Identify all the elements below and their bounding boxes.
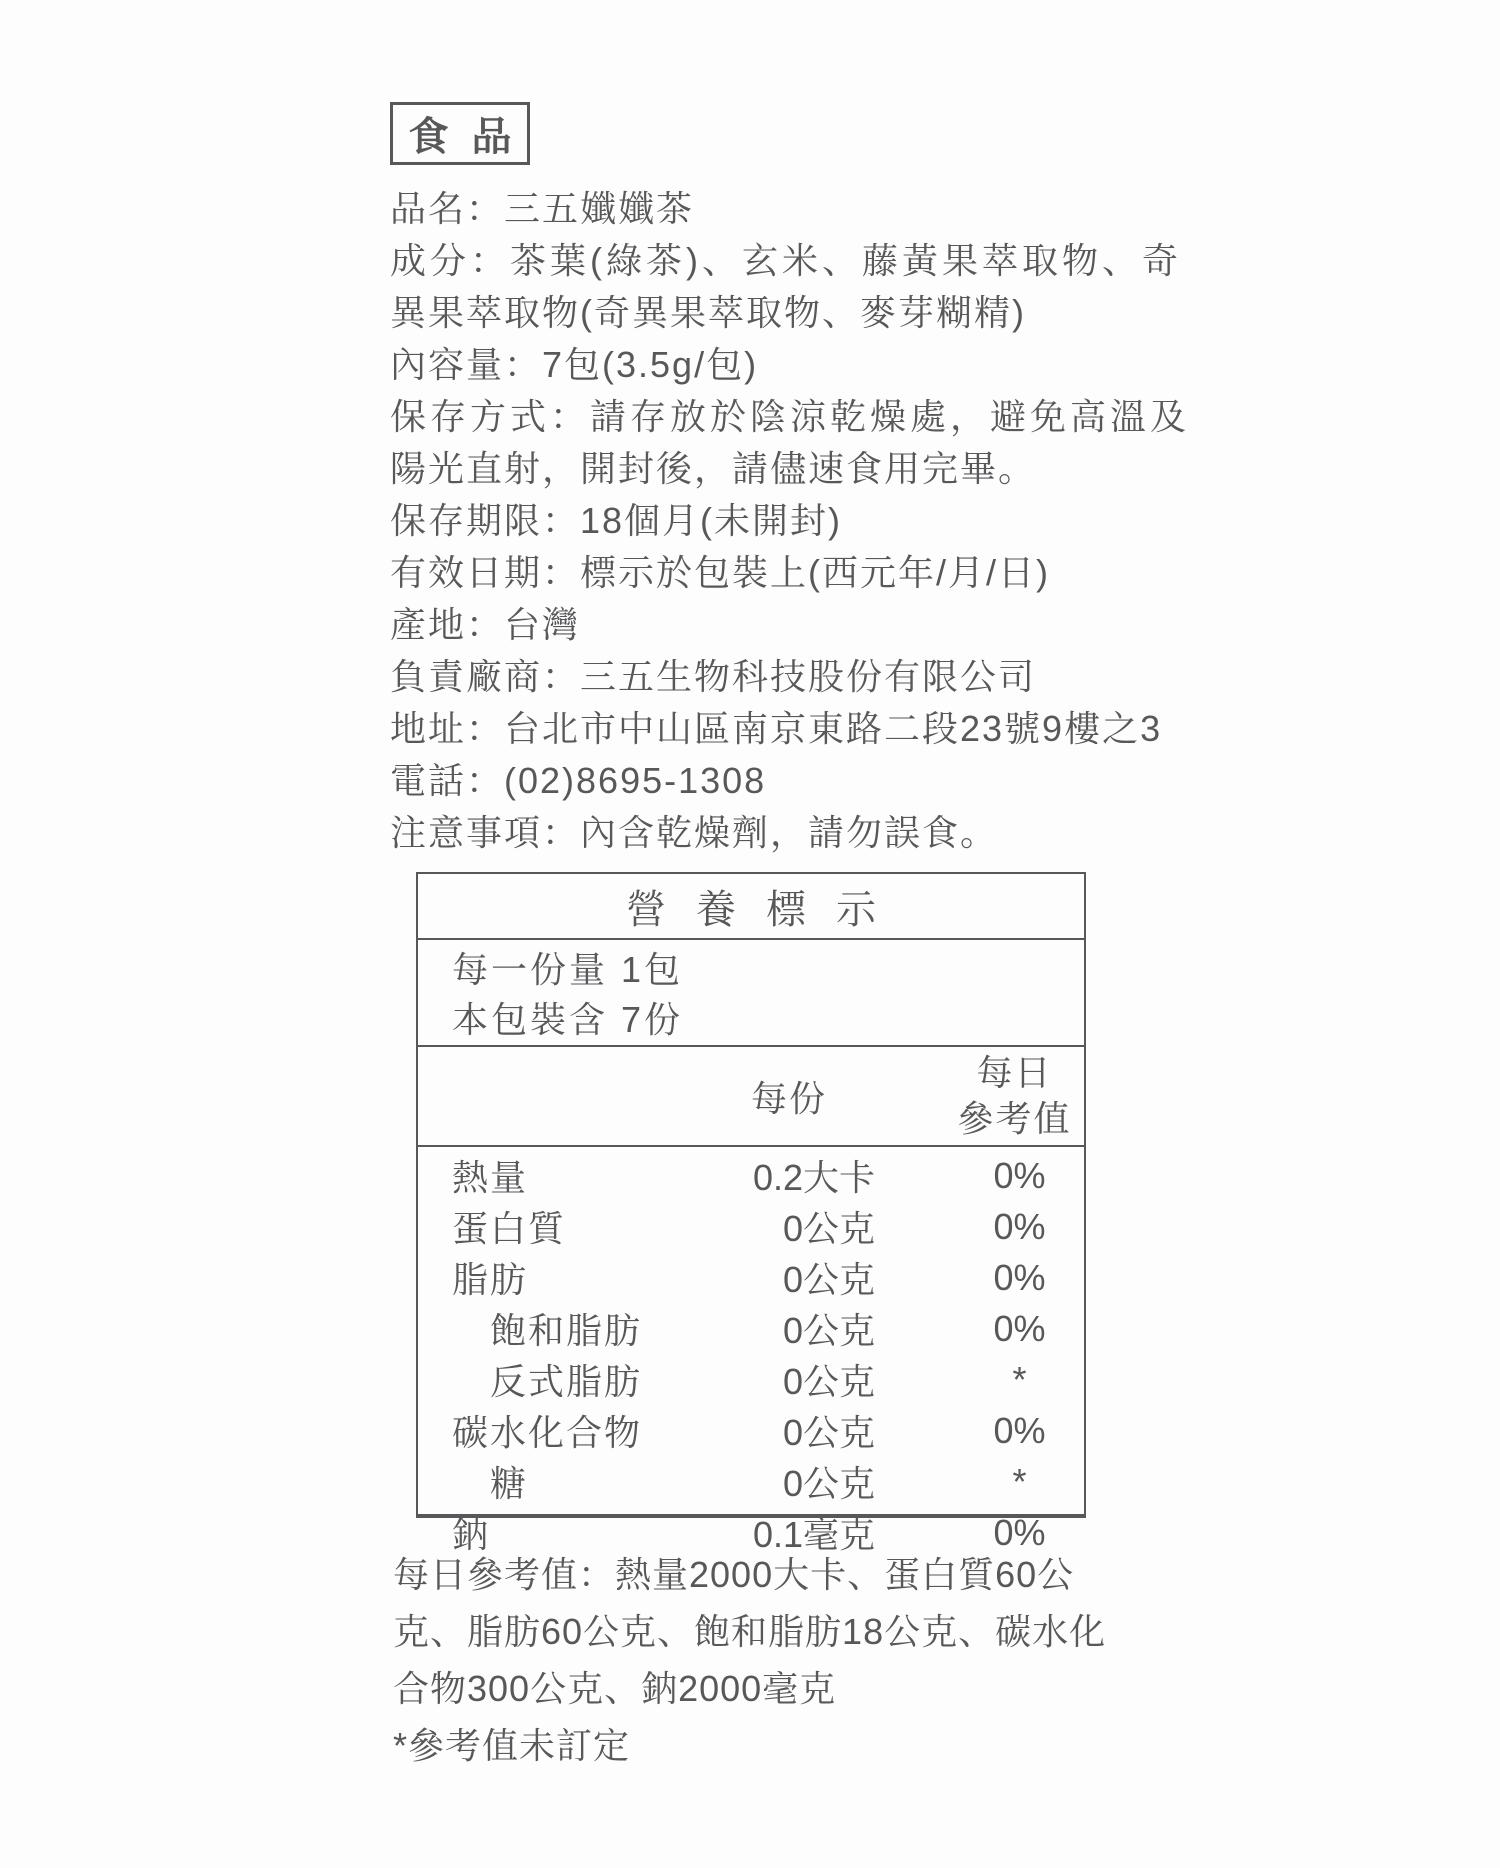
product-info <box>390 183 1191 859</box>
nutrient-value: 0公克 <box>782 1463 875 1504</box>
category-box <box>390 102 530 165</box>
daily-reference-note <box>393 1546 1107 1774</box>
nutrition-row-trans-fat <box>418 1354 1084 1405</box>
nutrient-label: 蛋白質 <box>452 1208 567 1249</box>
info-line-storage-2: 陽光直射，開封後，請儘速食用完畢。 <box>390 448 1037 489</box>
info-line-net-content: 內容量：7包(3.5g/包) <box>390 344 759 385</box>
nutrient-daily-value: 0% <box>993 1154 1046 1196</box>
nutrient-value: 0公克 <box>782 1259 875 1300</box>
nutrient-daily-value: * <box>1012 1460 1027 1502</box>
nutrient-value: 0.2大卡 <box>752 1157 875 1198</box>
nutrient-value: 0.1毫克 <box>752 1514 875 1555</box>
daily-value-header-line2: 參考值 <box>957 1098 1072 1139</box>
nutrient-label: 飽和脂肪 <box>490 1310 643 1351</box>
nutrition-table <box>416 872 1086 1555</box>
nutrient-label: 碳水化合物 <box>452 1412 643 1453</box>
nutrient-daily-value: * <box>1012 1358 1027 1400</box>
serving-size-line: 每一份量 1包 <box>452 949 684 990</box>
info-line-phone: 電話：(02)8695-1308 <box>390 760 767 801</box>
nutrient-daily-value: 0% <box>993 1307 1046 1349</box>
nutrition-row-saturated-fat <box>418 1303 1084 1354</box>
nutrition-row-fat <box>418 1252 1084 1303</box>
footer-line-1: 每日參考值：熱量2000大卡、蛋白質60公 <box>393 1554 1075 1595</box>
nutrition-title: 營養標示 <box>418 874 1084 940</box>
daily-value-header-line1: 每日 <box>976 1052 1053 1093</box>
nutrition-row-carbohydrate <box>418 1405 1084 1456</box>
info-line-manufacturer: 負責廠商：三五生物科技股份有限公司 <box>390 656 1037 697</box>
nutrient-label: 反式脂肪 <box>490 1361 643 1402</box>
daily-value-header <box>875 1047 1084 1145</box>
info-line-product-name: 品名：三五孅孅茶 <box>390 188 695 229</box>
info-line-address: 地址：台北市中山區南京東路二段23號9樓之3 <box>390 708 1163 749</box>
info-line-ingredients-1: 成分：茶葉(綠茶)、玄米、藤黃果萃取物、奇 <box>390 240 1182 281</box>
nutrient-label: 熱量 <box>452 1157 529 1198</box>
empty-header-cell <box>418 1047 703 1145</box>
info-line-origin: 產地：台灣 <box>390 604 581 645</box>
category-label: 食 品 <box>408 115 518 159</box>
nutrient-daily-value: 0% <box>993 1205 1046 1247</box>
nutrition-row-sugar <box>418 1456 1084 1507</box>
nutrient-value: 0公克 <box>782 1412 875 1453</box>
nutrient-value: 0公克 <box>782 1310 875 1351</box>
servings-per-pack-line: 本包裝含 7份 <box>452 999 684 1040</box>
nutrient-label: 糖 <box>490 1463 529 1504</box>
nutrient-daily-value: 0% <box>993 1409 1046 1451</box>
info-line-expiry-date: 有效日期：標示於包裝上(西元年/月/日) <box>390 552 1050 593</box>
nutrient-value: 0公克 <box>782 1361 875 1402</box>
info-line-shelf-life: 保存期限：18個月(未開封) <box>390 500 843 541</box>
nutrient-daily-value: 0% <box>993 1256 1046 1298</box>
nutrition-row-protein <box>418 1201 1084 1252</box>
nutrient-label: 脂肪 <box>452 1259 529 1300</box>
nutrient-value: 0公克 <box>782 1208 875 1249</box>
info-line-caution: 注意事項：內含乾燥劑，請勿誤食。 <box>390 812 999 853</box>
nutrient-daily-value: 0% <box>993 1511 1046 1553</box>
nutrient-label: 鈉 <box>452 1514 491 1555</box>
info-line-ingredients-2: 異果萃取物(奇異果萃取物、麥芽糊精) <box>390 292 1026 333</box>
footer-line-3: 合物300公克、鈉2000毫克 <box>393 1668 837 1709</box>
info-line-storage-1: 保存方式：請存放於陰涼乾燥處，避免高溫及 <box>390 396 1191 437</box>
nutrition-header-row <box>418 1047 1084 1147</box>
per-serving-header: 每份 <box>750 1077 827 1119</box>
footnote-line: *參考值未訂定 <box>393 1725 631 1766</box>
footer-line-2: 克、脂肪60公克、飽和脂肪18公克、碳水化 <box>393 1611 1107 1652</box>
nutrition-row-calories <box>418 1150 1084 1201</box>
nutrition-rows <box>418 1147 1084 1563</box>
serving-info <box>418 940 1084 1047</box>
